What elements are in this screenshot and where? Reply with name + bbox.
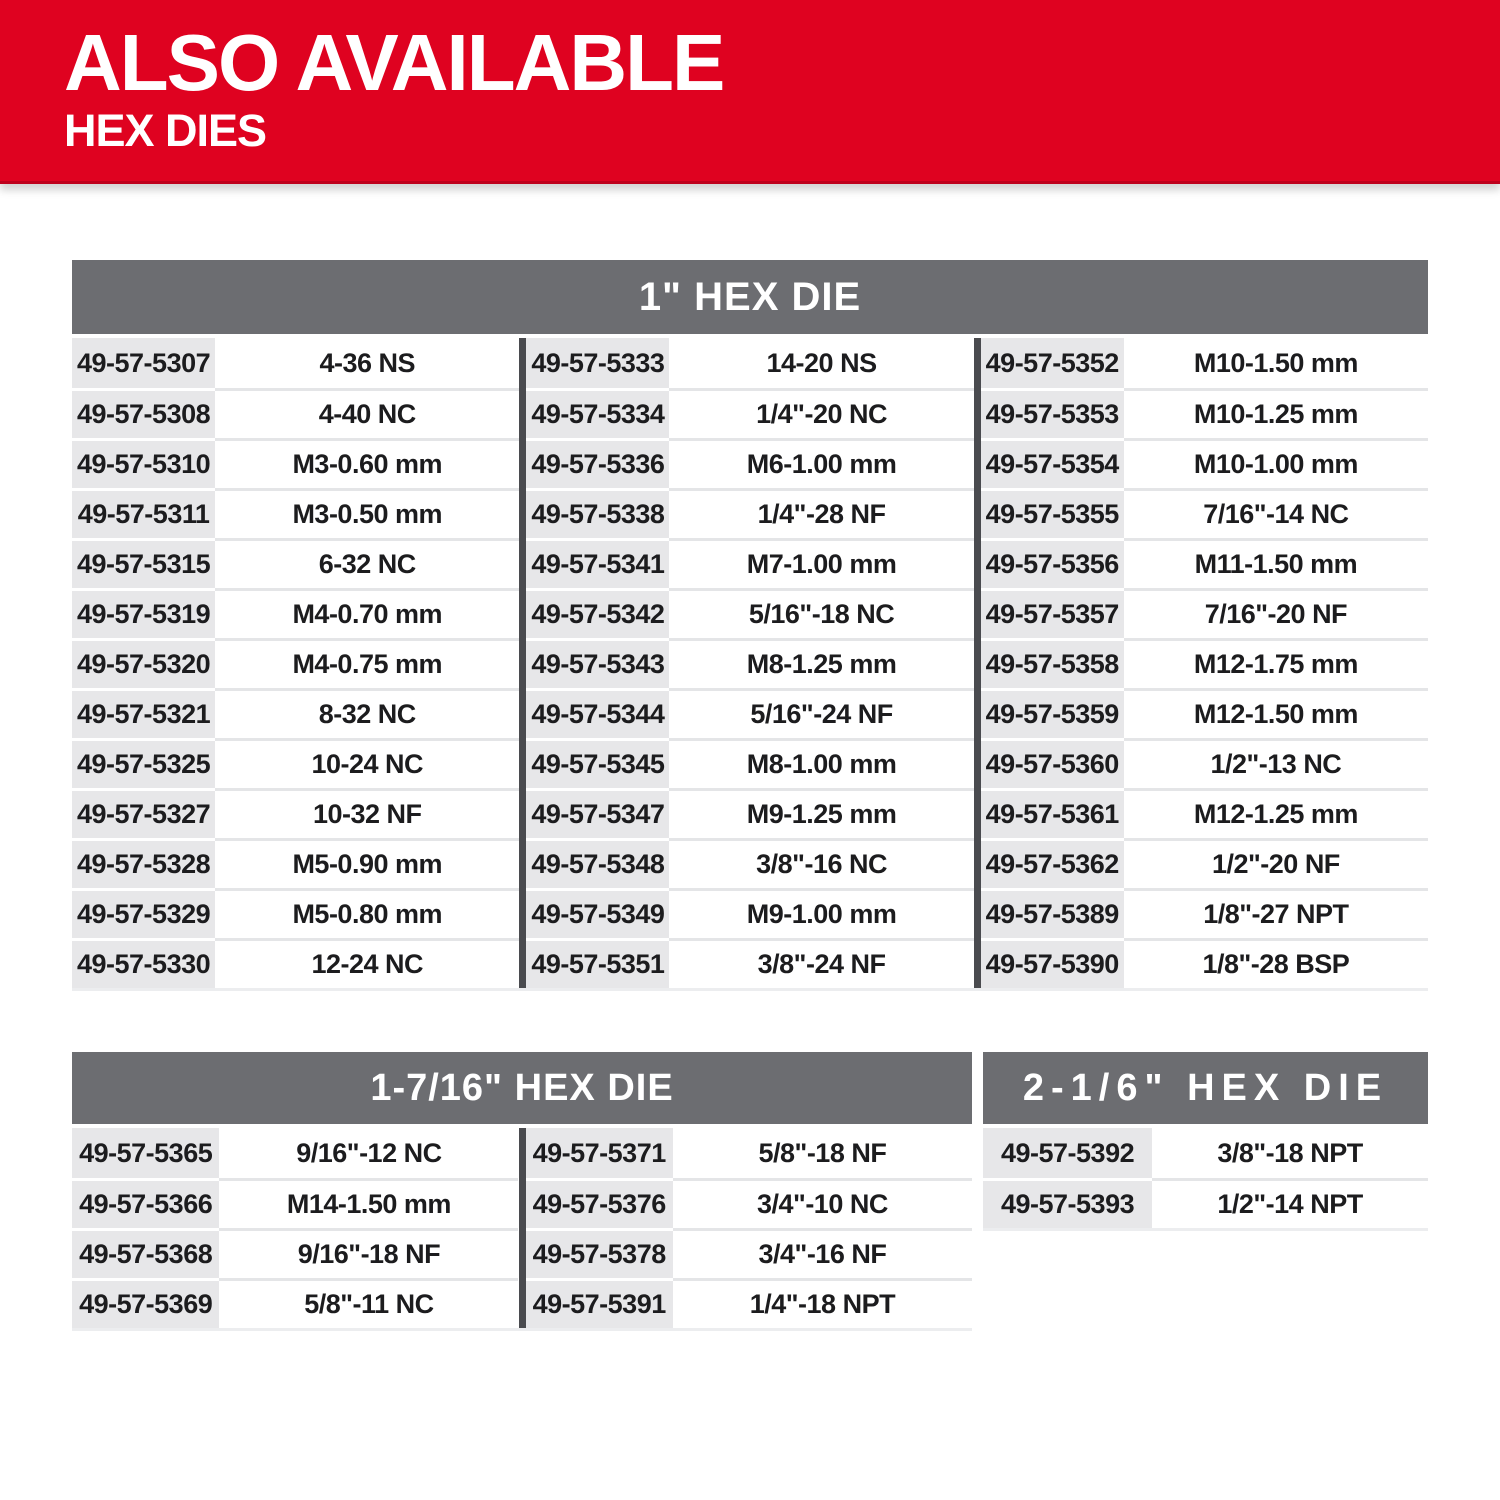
part-number-cell: 49-57-5355 <box>981 488 1124 538</box>
table-2-1-6in-hex-die <box>983 1052 1428 1231</box>
table-column <box>974 338 1428 988</box>
part-number-cell: 49-57-5349 <box>526 888 669 938</box>
table-row <box>983 1178 1428 1228</box>
part-number-cell: 49-57-5353 <box>981 388 1124 438</box>
promo-banner <box>0 0 1500 184</box>
table-row <box>981 488 1428 538</box>
part-number-cell: 49-57-5390 <box>981 938 1124 988</box>
part-number-cell: 49-57-5378 <box>526 1228 673 1278</box>
banner-subtitle: HEX DIES <box>64 105 267 156</box>
thread-size-cell: 10-32 NF <box>215 788 519 838</box>
table-row <box>983 1128 1428 1178</box>
table-row <box>72 638 519 688</box>
part-number-cell: 49-57-5333 <box>526 338 669 388</box>
part-number-cell: 49-57-5325 <box>72 738 215 788</box>
thread-size-cell: 1/2"-13 NC <box>1124 738 1428 788</box>
part-number-cell: 49-57-5310 <box>72 438 215 488</box>
thread-size-cell: 3/8"-24 NF <box>669 938 973 988</box>
thread-size-cell: 4-40 NC <box>215 388 519 438</box>
table-header <box>72 260 1428 334</box>
thread-size-cell: 3/4"-16 NF <box>673 1228 972 1278</box>
thread-size-cell: 8-32 NC <box>215 688 519 738</box>
part-number-cell: 49-57-5365 <box>72 1128 219 1178</box>
part-number-cell: 49-57-5347 <box>526 788 669 838</box>
table-row <box>981 688 1428 738</box>
table-row <box>526 438 973 488</box>
table-row <box>72 1228 519 1278</box>
part-number-cell: 49-57-5342 <box>526 588 669 638</box>
part-number-cell: 49-57-5307 <box>72 338 215 388</box>
thread-size-cell: M8-1.00 mm <box>669 738 973 788</box>
table-row <box>526 688 973 738</box>
table-row <box>72 438 519 488</box>
thread-size-cell: 14-20 NS <box>669 338 973 388</box>
part-number-cell: 49-57-5352 <box>981 338 1124 388</box>
table-row <box>72 588 519 638</box>
table-row <box>526 1228 973 1278</box>
table-row <box>72 1178 519 1228</box>
table-title: 2-1/6" HEX DIE <box>1022 1066 1389 1109</box>
thread-size-cell: 5/8"-18 NF <box>673 1128 972 1178</box>
part-number-cell: 49-57-5389 <box>981 888 1124 938</box>
table-row <box>526 638 973 688</box>
table-title: 1-7/16" HEX DIE <box>370 1066 674 1109</box>
table-row <box>72 938 519 988</box>
thread-size-cell: 7/16"-20 NF <box>1124 588 1428 638</box>
table-row <box>981 638 1428 688</box>
table-row <box>981 388 1428 438</box>
part-number-cell: 49-57-5341 <box>526 538 669 588</box>
table-row <box>526 338 973 388</box>
thread-size-cell: M6-1.00 mm <box>669 438 973 488</box>
part-number-cell: 49-57-5357 <box>981 588 1124 638</box>
table-row <box>981 788 1428 838</box>
thread-size-cell: 1/8"-27 NPT <box>1124 888 1428 938</box>
table-row <box>526 488 973 538</box>
thread-size-cell: 10-24 NC <box>215 738 519 788</box>
table-column <box>983 1128 1428 1228</box>
table-column <box>519 1128 973 1328</box>
table-row <box>72 1128 519 1178</box>
thread-size-cell: 5/16"-18 NC <box>669 588 973 638</box>
table-1-7-16in-hex-die <box>72 1052 972 1331</box>
thread-size-cell: M7-1.00 mm <box>669 538 973 588</box>
part-number-cell: 49-57-5376 <box>526 1178 673 1228</box>
table-row <box>526 938 973 988</box>
table-row <box>981 538 1428 588</box>
table-row <box>526 738 973 788</box>
thread-size-cell: M11-1.50 mm <box>1124 538 1428 588</box>
part-number-cell: 49-57-5334 <box>526 388 669 438</box>
part-number-cell: 49-57-5366 <box>72 1178 219 1228</box>
table-column <box>72 338 519 988</box>
part-number-cell: 49-57-5336 <box>526 438 669 488</box>
table-row <box>526 788 973 838</box>
table-row <box>981 588 1428 638</box>
thread-size-cell: M3-0.60 mm <box>215 438 519 488</box>
thread-size-cell: M5-0.90 mm <box>215 838 519 888</box>
part-number-cell: 49-57-5328 <box>72 838 215 888</box>
thread-size-cell: M4-0.75 mm <box>215 638 519 688</box>
banner-title: ALSO AVAILABLE <box>64 18 724 107</box>
table-row <box>72 738 519 788</box>
thread-size-cell: M10-1.00 mm <box>1124 438 1428 488</box>
thread-size-cell: M12-1.25 mm <box>1124 788 1428 838</box>
table-row <box>981 738 1428 788</box>
thread-size-cell: 12-24 NC <box>215 938 519 988</box>
table-row <box>72 688 519 738</box>
part-number-cell: 49-57-5391 <box>526 1278 673 1328</box>
thread-size-cell: M5-0.80 mm <box>215 888 519 938</box>
part-number-cell: 49-57-5361 <box>981 788 1124 838</box>
thread-size-cell: 3/8"-16 NC <box>669 838 973 888</box>
table-1in-hex-die <box>72 260 1428 991</box>
thread-size-cell: M10-1.25 mm <box>1124 388 1428 438</box>
thread-size-cell: 9/16"-18 NF <box>219 1228 518 1278</box>
table-body <box>983 1128 1428 1231</box>
table-column <box>72 1128 519 1328</box>
part-number-cell: 49-57-5360 <box>981 738 1124 788</box>
thread-size-cell: M10-1.50 mm <box>1124 338 1428 388</box>
part-number-cell: 49-57-5327 <box>72 788 215 838</box>
thread-size-cell: M8-1.25 mm <box>669 638 973 688</box>
thread-size-cell: 1/4"-28 NF <box>669 488 973 538</box>
table-title: 1" HEX DIE <box>638 274 862 319</box>
part-number-cell: 49-57-5392 <box>983 1128 1152 1178</box>
thread-size-cell: M9-1.00 mm <box>669 888 973 938</box>
part-number-cell: 49-57-5371 <box>526 1128 673 1178</box>
table-row <box>72 838 519 888</box>
table-row <box>981 438 1428 488</box>
part-number-cell: 49-57-5368 <box>72 1228 219 1278</box>
part-number-cell: 49-57-5315 <box>72 538 215 588</box>
thread-size-cell: M9-1.25 mm <box>669 788 973 838</box>
table-body <box>72 1128 972 1331</box>
table-row <box>526 1278 973 1328</box>
thread-size-cell: M12-1.50 mm <box>1124 688 1428 738</box>
table-row <box>526 888 973 938</box>
part-number-cell: 49-57-5393 <box>983 1178 1152 1228</box>
content <box>0 260 1500 1331</box>
thread-size-cell: M12-1.75 mm <box>1124 638 1428 688</box>
thread-size-cell: 3/8"-18 NPT <box>1152 1128 1428 1178</box>
table-row <box>72 338 519 388</box>
thread-size-cell: 5/8"-11 NC <box>219 1278 518 1328</box>
thread-size-cell: 1/4"-20 NC <box>669 388 973 438</box>
thread-size-cell: 1/8"-28 BSP <box>1124 938 1428 988</box>
table-row <box>981 888 1428 938</box>
part-number-cell: 49-57-5329 <box>72 888 215 938</box>
part-number-cell: 49-57-5359 <box>981 688 1124 738</box>
part-number-cell: 49-57-5369 <box>72 1278 219 1328</box>
part-number-cell: 49-57-5330 <box>72 938 215 988</box>
table-row <box>72 538 519 588</box>
thread-size-cell: 9/16"-12 NC <box>219 1128 518 1178</box>
part-number-cell: 49-57-5319 <box>72 588 215 638</box>
table-header <box>983 1052 1428 1124</box>
part-number-cell: 49-57-5311 <box>72 488 215 538</box>
table-row <box>526 838 973 888</box>
table-row <box>72 1278 519 1328</box>
thread-size-cell: 1/2"-20 NF <box>1124 838 1428 888</box>
part-number-cell: 49-57-5308 <box>72 388 215 438</box>
table-row <box>526 538 973 588</box>
table-row <box>526 1128 973 1178</box>
part-number-cell: 49-57-5343 <box>526 638 669 688</box>
part-number-cell: 49-57-5321 <box>72 688 215 738</box>
table-row <box>981 338 1428 388</box>
thread-size-cell: 1/2"-14 NPT <box>1152 1178 1428 1228</box>
table-row <box>981 938 1428 988</box>
part-number-cell: 49-57-5356 <box>981 538 1124 588</box>
part-number-cell: 49-57-5354 <box>981 438 1124 488</box>
thread-size-cell: 3/4"-10 NC <box>673 1178 972 1228</box>
table-row <box>981 838 1428 888</box>
part-number-cell: 49-57-5362 <box>981 838 1124 888</box>
thread-size-cell: 7/16"-14 NC <box>1124 488 1428 538</box>
table-row <box>72 888 519 938</box>
part-number-cell: 49-57-5358 <box>981 638 1124 688</box>
table-row <box>526 388 973 438</box>
thread-size-cell: 4-36 NS <box>215 338 519 388</box>
part-number-cell: 49-57-5320 <box>72 638 215 688</box>
part-number-cell: 49-57-5344 <box>526 688 669 738</box>
table-row <box>72 788 519 838</box>
thread-size-cell: M14-1.50 mm <box>219 1178 518 1228</box>
table-body <box>72 338 1428 991</box>
part-number-cell: 49-57-5348 <box>526 838 669 888</box>
thread-size-cell: M4-0.70 mm <box>215 588 519 638</box>
part-number-cell: 49-57-5345 <box>526 738 669 788</box>
part-number-cell: 49-57-5338 <box>526 488 669 538</box>
part-number-cell: 49-57-5351 <box>526 938 669 988</box>
table-header <box>72 1052 972 1124</box>
bottom-tables-row <box>72 1052 1428 1331</box>
table-column <box>519 338 973 988</box>
thread-size-cell: 6-32 NC <box>215 538 519 588</box>
table-row <box>72 488 519 538</box>
table-row <box>72 388 519 438</box>
thread-size-cell: M3-0.50 mm <box>215 488 519 538</box>
thread-size-cell: 5/16"-24 NF <box>669 688 973 738</box>
thread-size-cell: 1/4"-18 NPT <box>673 1278 972 1328</box>
table-row <box>526 588 973 638</box>
table-row <box>526 1178 973 1228</box>
